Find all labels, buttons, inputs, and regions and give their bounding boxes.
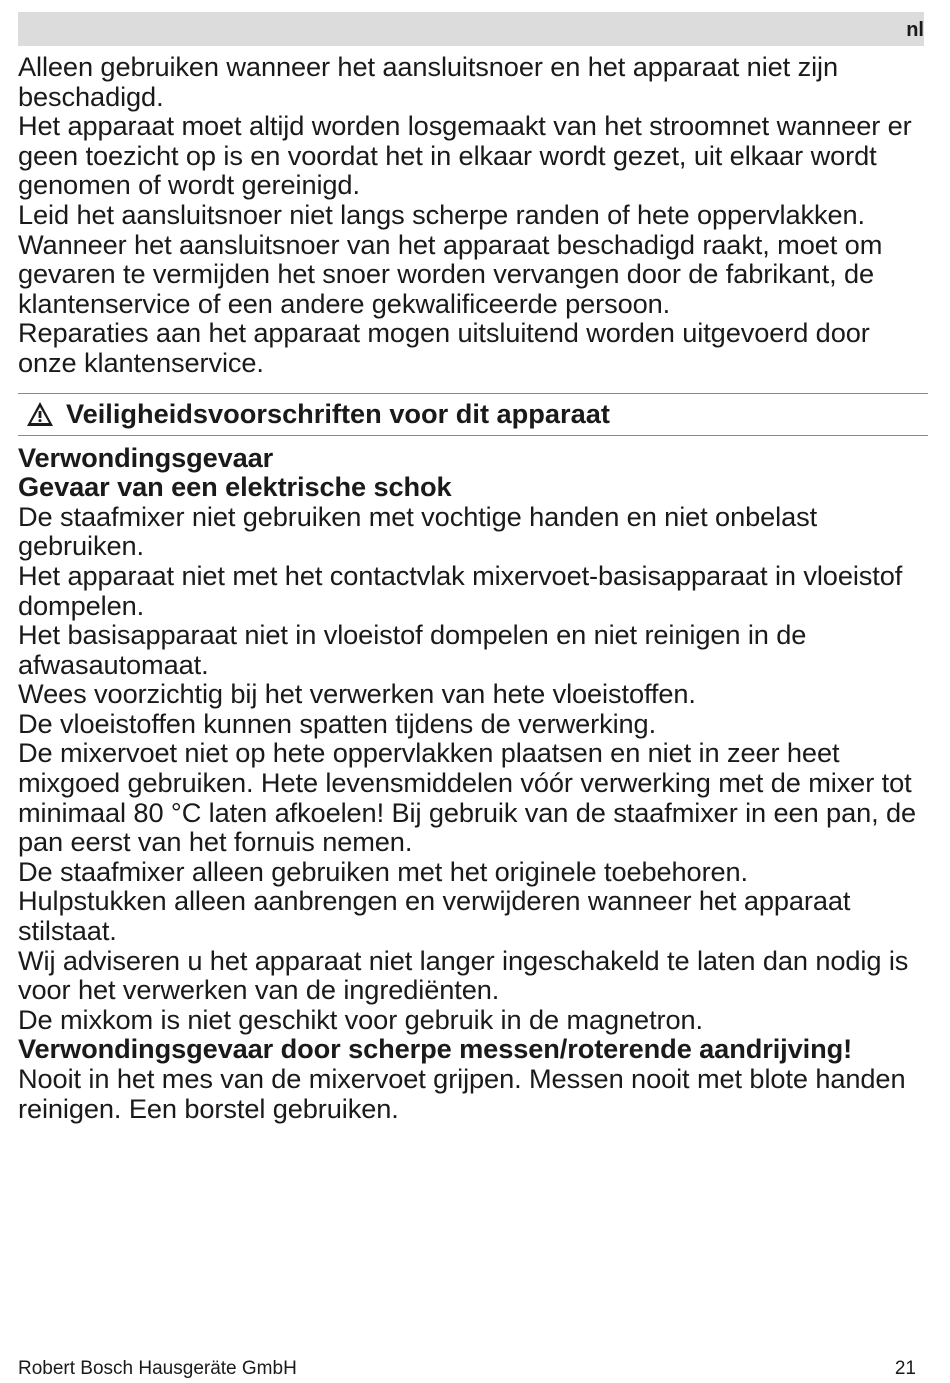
safety-section-header xyxy=(18,393,928,436)
intro-paragraph-3: Leid het aansluitsnoer niet langs scherpe randen of hete oppervlakken. xyxy=(18,198,865,230)
body-paragraph-4: Wees voorzichtig bij het verwerken van hete vloeistoffen. xyxy=(18,678,696,710)
intro-paragraph-2: Het apparaat moet altijd worden losgemaakt van het stroomnet wanneer er geen toezicht op is en voordat het in elkaar wordt gezet, uit elkaar wordt genomen of wordt gereinigd. xyxy=(18,110,912,201)
page-number: 21 xyxy=(894,1358,916,1379)
body-paragraph-5: De vloeistoffen kunnen spatten tijdens de verwerking. xyxy=(18,707,657,739)
body-paragraph-7: De staafmixer alleen gebruiken met het originele toebehoren. xyxy=(18,855,749,887)
body-paragraph-8: Hulpstukken alleen aanbrengen en verwijderen wanneer het apparaat stilstaat. xyxy=(18,885,851,947)
body-paragraph-11: Nooit in het mes van de mixervoet grijpen. Messen nooit met blote handen reinigen. Een borstel gebruiken. xyxy=(18,1063,906,1124)
body-paragraph-2: Het apparaat niet met het contactvlak mixervoet-basisapparaat in vloeistof dompelen. xyxy=(18,559,903,621)
body-paragraph-3: Het basisapparaat niet in vloeistof dompelen en niet reinigen in de afwasautomaat. xyxy=(18,619,807,680)
footer-company: Robert Bosch Hausgeräte GmbH xyxy=(18,1358,297,1379)
body-paragraph-10: De mixkom is niet geschikt voor gebruik in de magnetron. xyxy=(18,1003,703,1035)
body-paragraph-6: De mixervoet niet op hete oppervlakken plaatsen en niet in zeer heet mixgoed gebruiken. Hete levensmiddelen vóór verwerking met de mixer tot minimaal 80 °C laten afkoelen! Bij gebruik van de staafmixer in een pan, de pan eerst van het fornuis nemen. xyxy=(18,737,917,858)
body-paragraph-1: De staafmixer niet gebruiken met vochtige handen en niet onbelast gebruiken. xyxy=(18,500,818,562)
section-title: Veiligheidsvoorschriften voor dit apparaat xyxy=(66,398,610,430)
intro-paragraph-4: Wanneer het aansluitsnoer van het apparaat beschadigd raakt, moet om gevaren te vermijden het snoer worden vervangen door de fabrikant, de klantenservice of een andere gekwalificeerde persoon. xyxy=(18,228,883,319)
language-code: nl xyxy=(906,19,924,41)
heading-injury-hazard: Verwondingsgevaar xyxy=(18,441,274,473)
header-bar xyxy=(18,12,924,46)
page-content xyxy=(18,52,928,1123)
warning-triangle-icon xyxy=(26,401,54,427)
intro-paragraph-1: Alleen gebruiken wanneer het aansluitsnoer en het apparaat niet zijn beschadigd. xyxy=(18,51,838,112)
heading-electric-shock: Gevaar van een elektrische schok xyxy=(18,471,452,503)
body-paragraph-9: Wij adviseren u het apparaat niet langer ingeschakeld te laten dan nodig is voor het verwerken van de ingrediënten. xyxy=(18,944,909,1006)
heading-blade-hazard: Verwondingsgevaar door scherpe messen/roterende aandrijving! xyxy=(18,1033,853,1065)
intro-paragraph-5: Reparaties aan het apparaat mogen uitsluitend worden uitgevoerd door onze klantenservice. xyxy=(18,317,870,378)
